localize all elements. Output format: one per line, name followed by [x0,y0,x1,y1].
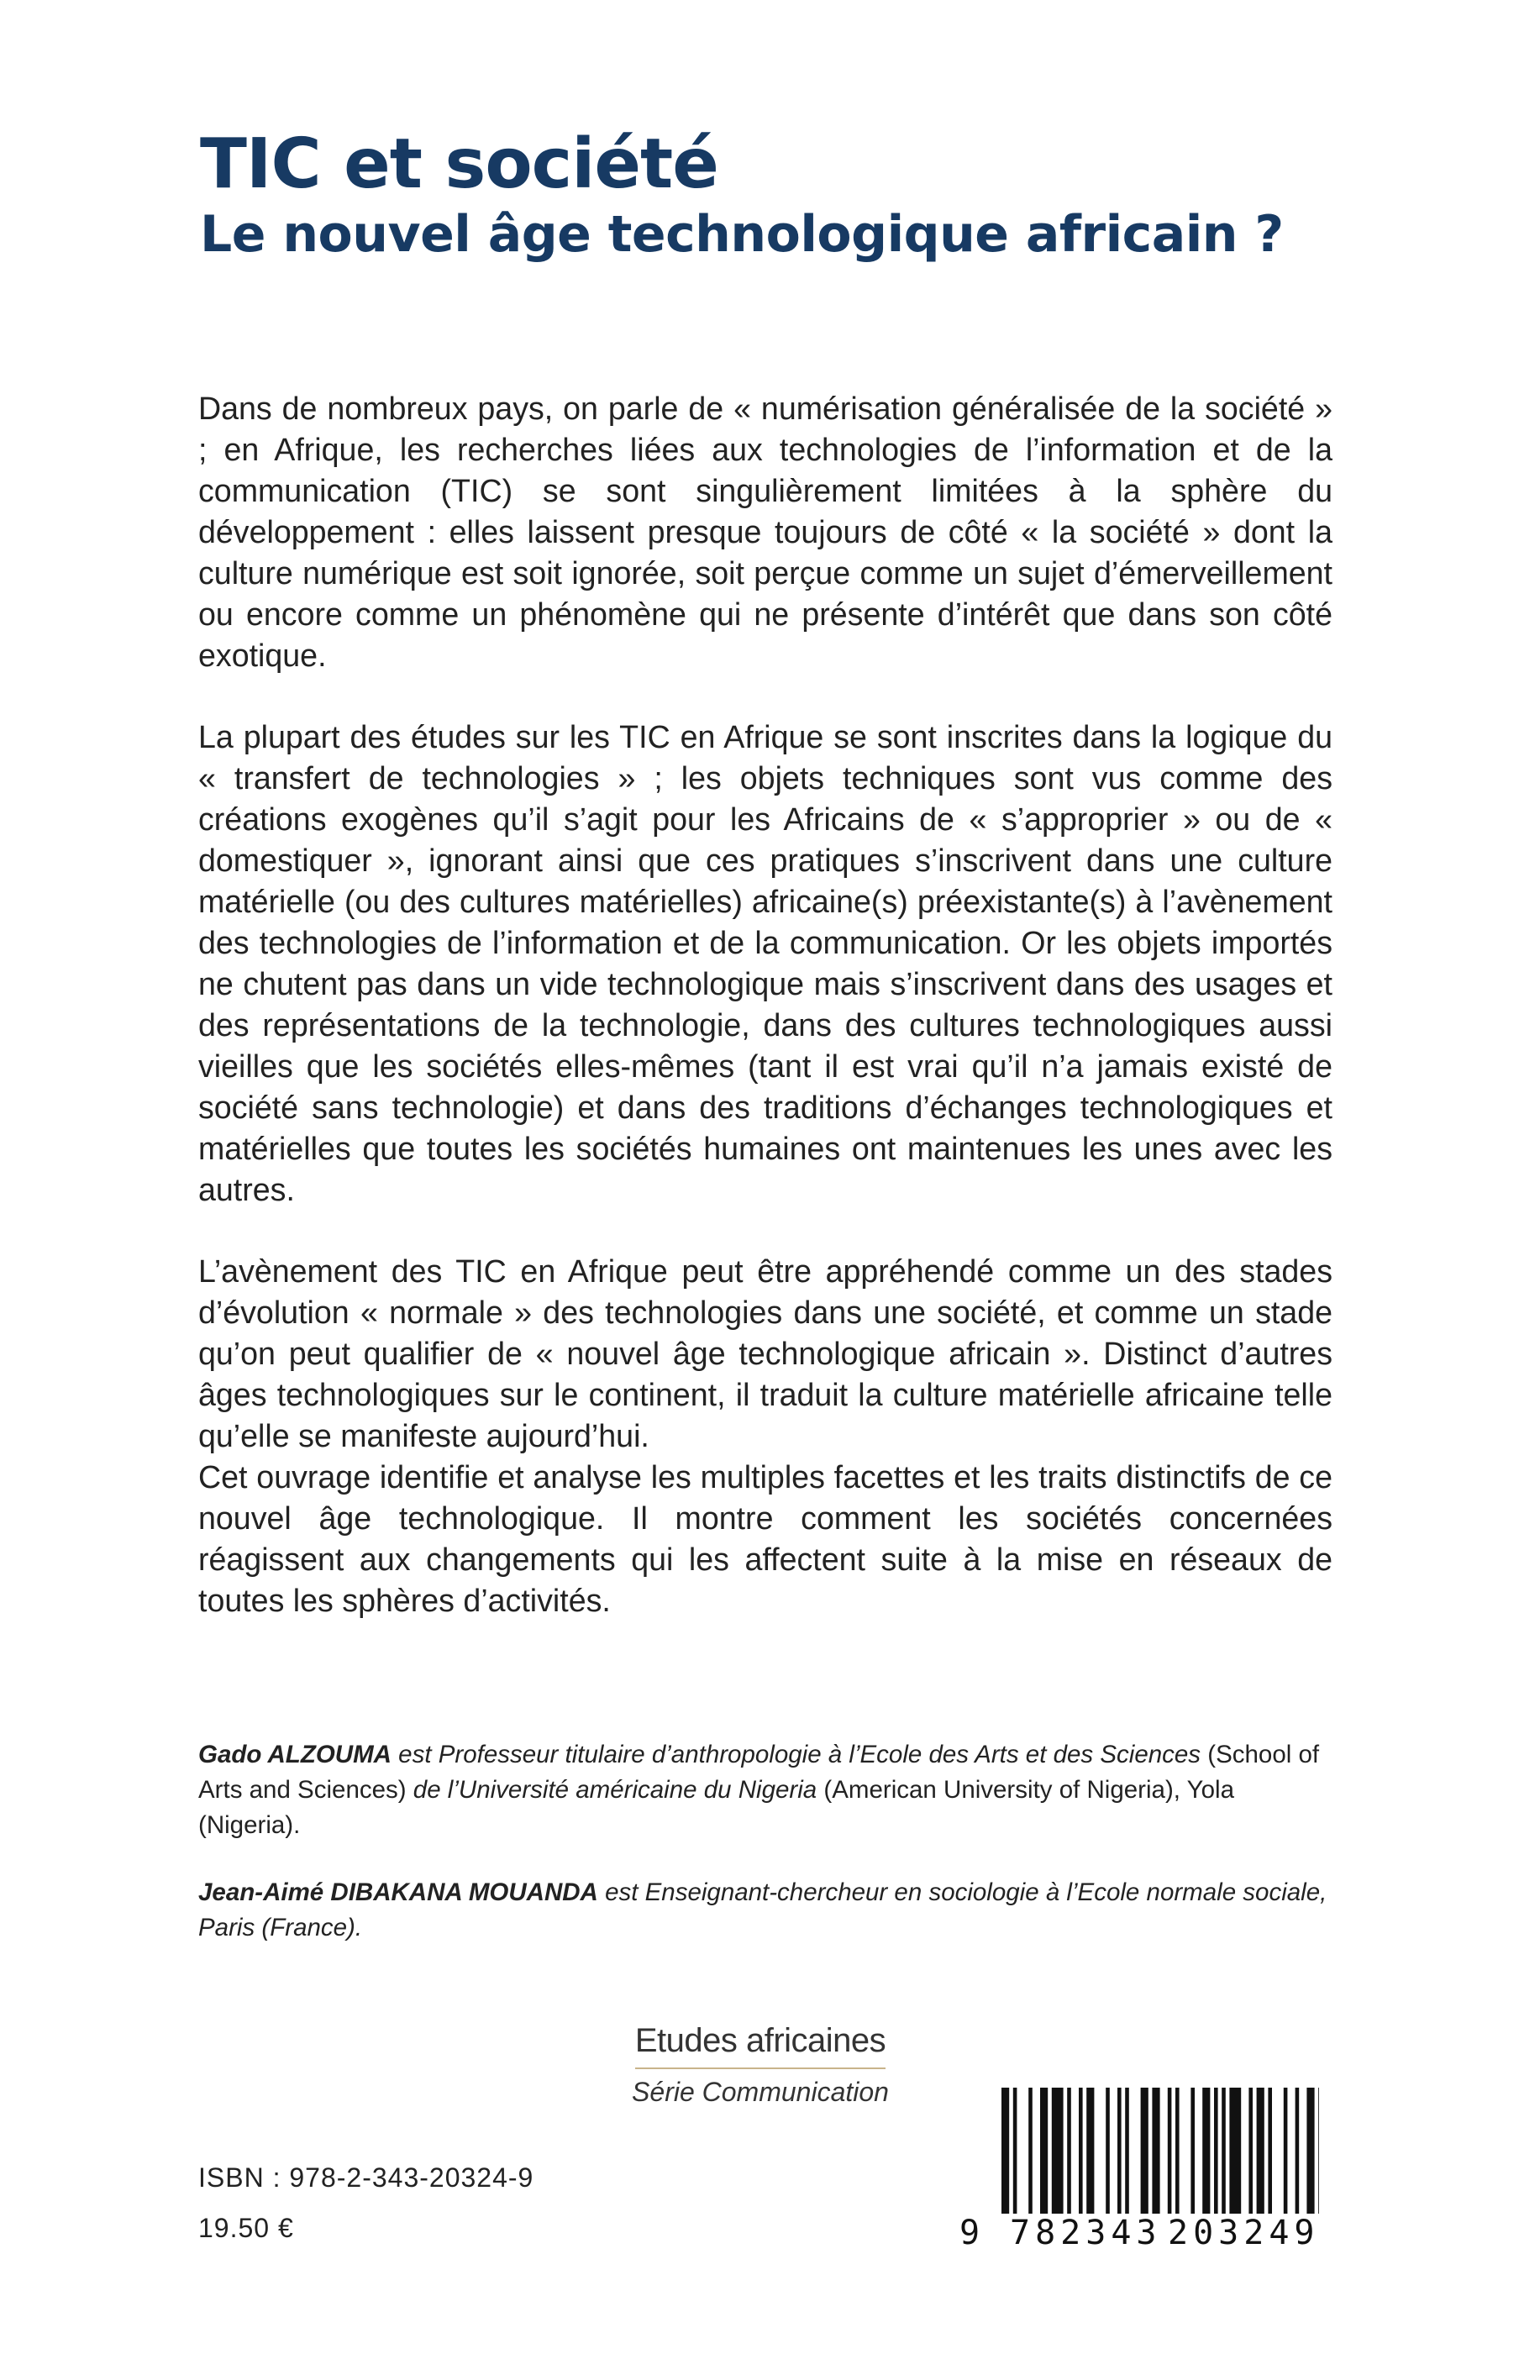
barcode-bar [1052,2088,1064,2214]
author-2-text: est Enseignant-chercheur en sociologie à l’Ecole normale sociale, Paris (France). [198,1878,1327,1941]
barcode-group-left: 782343 [1010,2214,1162,2252]
price: 19.50 € [198,2213,294,2243]
paragraph-2: La plupart des études sur les TIC en Afrique se sont inscrites dans la logique du « transfert de technologies » ; les objets techniques sont vus comme des créations exogènes qu’il s’agit pour les Africains de « s’approprier » ou de « domestiquer », ignorant ainsi que ces pratiques s’inscrivent dans une culture matérielle (ou des cultures matérielles) africaine(s) préexistante(s) à l’avènement des technologies de l’information et de la communication. Or les objets importés ne chutent pas dans un vide technologique mais s’inscrivent dans des usages et des représentations de la technologie, dans des cultures technologiques aussi vieilles que les sociétés elles-mêmes (tant il est vrai qu’il n’a jamais existé de société sans technologie) et dans des traditions d’échanges technologiques et matérielles que toutes les sociétés humaines ont maintenues les unes avec les autres. [198,719,1332,1207]
paragraph-4: Cet ouvrage identifie et analyse les multiples facettes et les traits distinctifs de ce nouvel âge technologique. Il montre comment les sociétés concernées réagissent aux changements qui les affectent suite à la mise en réseaux de toutes les sphères d’activités. [198,1459,1332,1618]
barcode-bar [1229,2088,1241,2214]
barcode-bar [1284,2088,1288,2214]
author-1-name: Gado ALZOUMA [198,1741,392,1768]
title-block [200,126,1376,265]
back-cover-text [198,388,1332,1662]
barcode-bar [1318,2088,1319,2214]
paragraph-3: L’avènement des TIC en Afrique peut être appréhendé comme un des stades d’évolution « normale » des technologies dans une société, et comme un stade qu’on peut qualifier de « nouvel âge technologique africain ». Distinct d’autres âges technologiques sur le continent, il traduit la culture matérielle africaine telle qu’elle se manifeste aujourd’hui. [198,1253,1332,1453]
barcode-bar [1141,2088,1148,2214]
paragraph-1: Dans de nombreux pays, on parle de « numérisation généralisée de la société » ; en Afrique, les recherches liées aux technologies de l’information et de la communication (TIC) se sont singulièrement limitées à la sphère du développement : elles laissent presque toujours de côté « la société » dont la culture numérique est soit ignorée, soit perçue comme un sujet d’émerveillement ou encore comme un phénomène qui ne présente d’intérêt que dans son côté exotique. [198,391,1332,673]
barcode-digits [958,2214,1319,2256]
author-bio-2 [198,1875,1332,1946]
author-bios [198,1737,1332,1978]
barcode-bar [1175,2088,1180,2214]
barcode-bar [1106,2088,1110,2214]
series-name: Etudes africaines [635,2020,886,2069]
barcode-bar [1028,2088,1033,2214]
series-subtitle: Série Communication [632,2077,889,2107]
author-bio-1 [198,1737,1332,1843]
barcode-bar [1202,2088,1210,2214]
barcode-bars [958,2088,1319,2214]
isbn: ISBN : 978-2-343-20324-9 [198,2162,534,2193]
barcode-bar [1125,2088,1129,2214]
book-title: TIC et société [200,124,718,204]
barcode-bar [1248,2088,1253,2214]
barcode-bar [1214,2088,1218,2214]
author-2-name: Jean-Aimé DIBAKANA MOUANDA [198,1878,598,1906]
barcode-bar [1040,2088,1048,2214]
barcode-group-right: 203249 [1168,2214,1320,2252]
author-1-text-c: de l’Université américaine du Nigeria [413,1776,817,1804]
author-1-text-d: (American University of Nigeria), Yola (Nigeria). [198,1776,1234,1839]
barcode-bar [1117,2088,1122,2214]
barcode-bar [1168,2088,1172,2214]
series-logo [613,2020,907,2113]
barcode-digit-first: 9 [959,2214,980,2252]
barcode-bar [1190,2088,1195,2214]
barcode-bar [1001,2088,1009,2214]
barcode-bar [1296,2088,1300,2214]
barcode-bar [1222,2088,1226,2214]
barcode-bar [1079,2088,1083,2214]
barcode [958,2088,1319,2256]
barcode-bar [1152,2088,1159,2214]
barcode-bar [1306,2088,1314,2214]
barcode-bar [1257,2088,1264,2214]
barcode-bar [1067,2088,1071,2214]
book-subtitle: Le nouvel âge technologique africain ? [200,205,1284,264]
barcode-bar [1268,2088,1272,2214]
author-1-text-a: est Professeur titulaire d’anthropologie à l’Ecole des Arts et des Sciences [391,1741,1201,1768]
barcode-bar [1086,2088,1094,2214]
author-1-text-b: (School of Arts and Sciences) [198,1741,1320,1804]
barcode-bar [1013,2088,1017,2214]
